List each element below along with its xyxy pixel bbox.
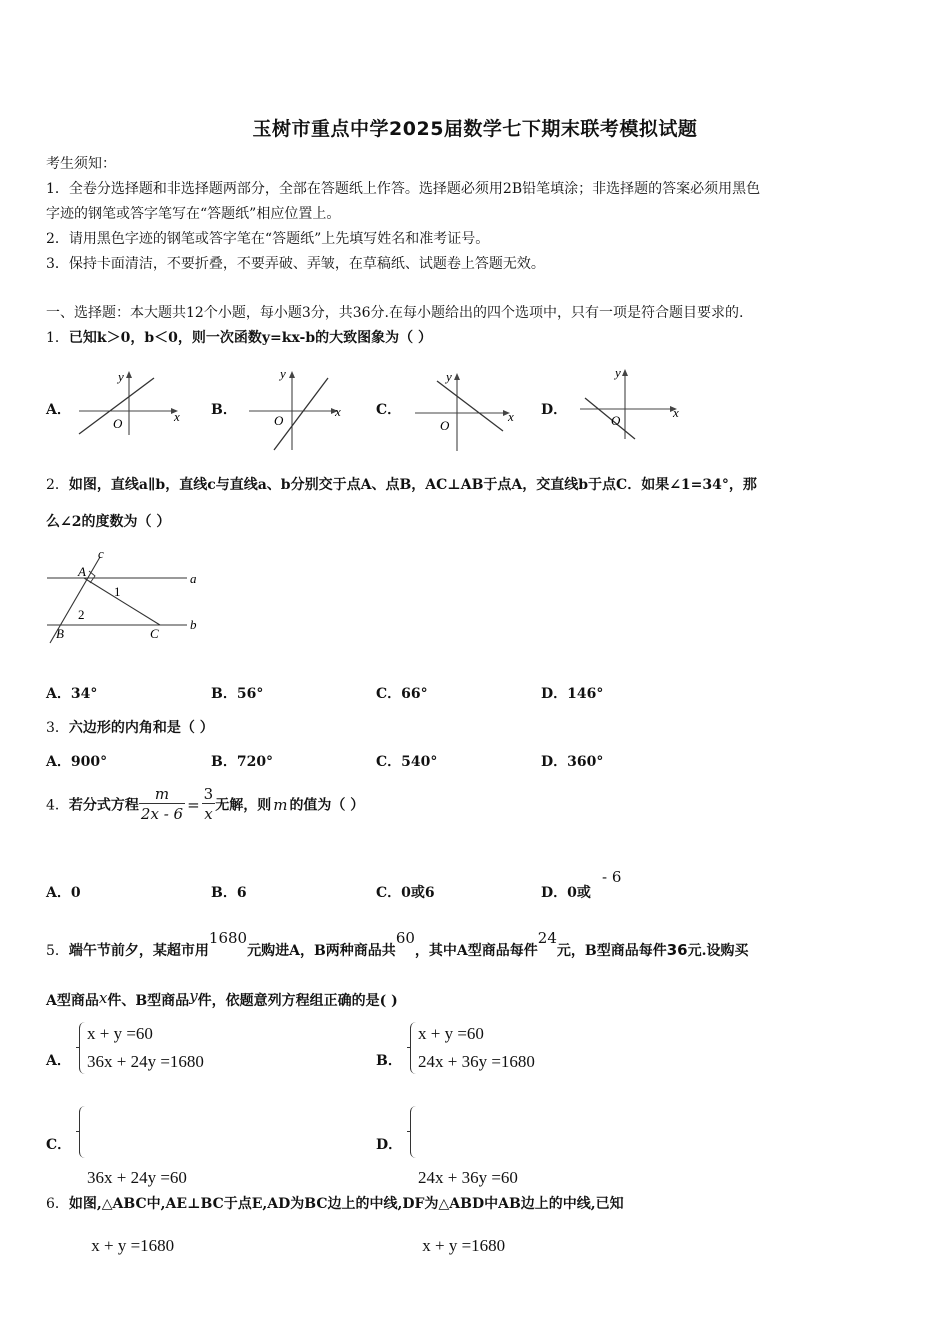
q5-l2a: A型商品	[46, 993, 99, 1009]
q1-graph-a	[74, 363, 194, 438]
q5-option-d-system	[418, 1104, 518, 1280]
q1-number: 1．	[46, 330, 69, 346]
q4-frac2-den: x	[204, 805, 213, 823]
q2-option-b: B．56°	[211, 686, 264, 702]
q5-option-c-label: C．	[46, 1137, 72, 1153]
q1-option-c-label: C．	[376, 402, 402, 418]
q6-number: 6．	[46, 1196, 69, 1212]
q2-fig-angle1: 1	[114, 584, 121, 599]
q4-option-d-extra: - 6	[602, 868, 622, 886]
q1-d-origin: O	[611, 413, 621, 428]
q5-p2: 元购进A，B两种商品共	[247, 943, 396, 959]
q4-option-d: D．0或	[541, 885, 591, 901]
q5-option-a-system	[87, 1020, 204, 1076]
q5-d-row1: 24x + 36y =60	[418, 1168, 518, 1187]
q2-stem-line1	[46, 474, 757, 494]
q5-d-brace-tip	[407, 1131, 411, 1132]
q5-p4: 元，B型商品每件	[556, 943, 667, 959]
q4-post1: 无解，则	[215, 797, 272, 814]
q5-option-b-label: B．	[376, 1053, 402, 1069]
q5-n1: 1680	[208, 929, 248, 947]
q1-c-origin: O	[440, 418, 450, 433]
q5-stem-line1	[46, 929, 749, 960]
q5-d-brace	[410, 1106, 417, 1158]
q5-number: 5．	[46, 943, 69, 959]
q1-option-d-label: D．	[541, 402, 568, 418]
q2-fig-c: c	[98, 546, 104, 561]
q3-option-c: C．540°	[376, 754, 438, 770]
q2-option-a: A．34°	[46, 686, 98, 702]
q5-option-d-label: D．	[376, 1137, 403, 1153]
q3-option-a: A．900°	[46, 754, 108, 770]
q5-l2b: 件、B型商品	[107, 993, 190, 1009]
q6-stem	[46, 1193, 624, 1213]
q1-b-x-label: x	[335, 404, 341, 419]
q4-option-a: A．0	[46, 885, 81, 901]
q2-text-line2: 么∠2的度数为（ ）	[46, 514, 171, 530]
q5-n2: 60	[395, 929, 415, 947]
q4-pre: 若分式方程	[68, 797, 139, 814]
q1-option-a-label: A．	[46, 402, 71, 418]
q5-c-row1: 36x + 24y =60	[87, 1168, 187, 1187]
q5-p1: 端午节前夕，某超市用	[68, 943, 209, 959]
q5-n4: 36	[666, 941, 688, 959]
q4-frac1-num: m	[139, 785, 185, 804]
q1-stem	[46, 327, 432, 347]
q4-var-m: m	[273, 795, 288, 814]
q5-option-a-label: A．	[46, 1053, 71, 1069]
q5-a-row2: 36x + 24y =1680	[87, 1052, 204, 1071]
page-title: 玉树市重点中学2025届数学七下期末联考模拟试题	[252, 118, 698, 140]
q5-a-row1: x + y =60	[87, 1024, 153, 1043]
q1-graph-d	[575, 363, 690, 443]
q1-d-y-label: y	[615, 365, 621, 380]
q2-text-line1: 如图，直线a∥b，直线c与直线a、b分别交于点A、点B，AC⊥AB于点A，交直线b于点C．如果∠1=34°，那	[68, 477, 757, 493]
q1-a-y-label: y	[118, 369, 124, 384]
q5-p3: ，其中A型商品每件	[414, 943, 538, 959]
q2-number: 2．	[46, 477, 69, 493]
q5-a-brace-tip	[76, 1047, 80, 1048]
q1-graph-c	[410, 363, 525, 453]
q6-text: 如图,△ABC中,AE⊥BC于点E,AD为BC边上的中线,DF为△ABD中AB边上的中线,已知	[68, 1196, 624, 1212]
q4-frac1-den: 2x - 6	[140, 805, 184, 823]
q5-b-row1: x + y =60	[418, 1024, 484, 1043]
q5-b-row2: 24x + 36y =1680	[418, 1052, 535, 1071]
q4-frac2-num: 3	[203, 785, 214, 803]
q4-option-c: C．0或6	[376, 885, 435, 901]
q2-option-d: D．146°	[541, 686, 604, 702]
q1-c-x-label: x	[508, 409, 514, 424]
notice-item-2: 2．请用黑色字迹的钢笔或答字笔在“答题纸”上先填写姓名和准考证号。	[46, 231, 490, 247]
q5-var-y: y	[189, 987, 198, 1005]
q2-fig-B: B	[56, 626, 64, 641]
notice-item-1a: 1．全卷分选择题和非选择题两部分，全部在答题纸上作答。选择题必须用2B铅笔填涂；非选择题的答案必须用黑色	[46, 181, 761, 197]
q5-d-row2: x + y =1680	[418, 1236, 506, 1255]
q2-figure	[42, 545, 212, 645]
q3-option-d: D．360°	[541, 754, 604, 770]
q4-fraction-1	[139, 785, 185, 824]
notice-heading: 考生须知：	[46, 156, 116, 172]
q1-a-x-label: x	[174, 409, 180, 424]
q2-fig-a: a	[190, 571, 197, 586]
q5-c-row2: x + y =1680	[87, 1236, 175, 1255]
q1-d-x-label: x	[673, 405, 679, 420]
q5-n3: 24	[537, 929, 557, 947]
notice-item-1b: 字迹的钢笔或答字笔写在“答题纸”相应位置上。	[46, 206, 341, 222]
q5-p5: 元.设购买	[687, 943, 749, 959]
q5-a-brace	[79, 1022, 86, 1074]
q1-graph-b	[244, 363, 354, 453]
q5-c-brace-tip	[76, 1131, 80, 1132]
q2-option-c: C．66°	[376, 686, 428, 702]
q1-b-y-label: y	[280, 366, 286, 381]
q5-l2c: 件，依题意列方程组正确的是( )	[197, 993, 398, 1009]
q4-fraction-2	[202, 785, 216, 824]
q1-a-origin: O	[113, 416, 123, 431]
q1-c-y-label: y	[446, 369, 452, 384]
q5-stem-line2	[46, 987, 398, 1010]
q1-option-b-label: B．	[211, 402, 237, 418]
q5-option-c-system	[87, 1104, 187, 1280]
section-heading: 一、选择题：本大题共12个小题，每小题3分，共36分.在每小题给出的四个选项中，只有一项是符合题目要求的.	[46, 305, 744, 321]
q3-stem	[46, 717, 214, 737]
q5-c-brace	[79, 1106, 86, 1158]
q3-text: 六边形的内角和是（ ）	[68, 720, 214, 736]
q2-fig-angle2: 2	[78, 607, 85, 622]
q1-text: 已知k＞0，b＜0，则一次函数y=kx-b的大致图象为（ ）	[68, 330, 433, 346]
q4-post2: 的值为（ ）	[289, 797, 365, 814]
q2-fig-b: b	[190, 617, 197, 632]
q3-number: 3．	[46, 720, 69, 736]
q5-b-brace	[410, 1022, 417, 1074]
q5-option-b-system	[418, 1020, 535, 1076]
q1-b-origin: O	[274, 413, 284, 428]
q3-option-b: B．720°	[211, 754, 274, 770]
q5-var-x: x	[98, 989, 108, 1007]
notice-item-3: 3．保持卡面清洁，不要折叠，不要弄破、弄皱，在草稿纸、试题卷上答题无效。	[46, 256, 545, 272]
q4-equals: =	[187, 795, 200, 814]
q4-stem	[46, 785, 364, 824]
q5-b-brace-tip	[407, 1047, 411, 1048]
q4-option-b: B．6	[211, 885, 247, 901]
q4-number: 4．	[46, 797, 69, 814]
q2-fig-A: A	[78, 564, 86, 579]
q2-fig-C: C	[150, 626, 159, 641]
